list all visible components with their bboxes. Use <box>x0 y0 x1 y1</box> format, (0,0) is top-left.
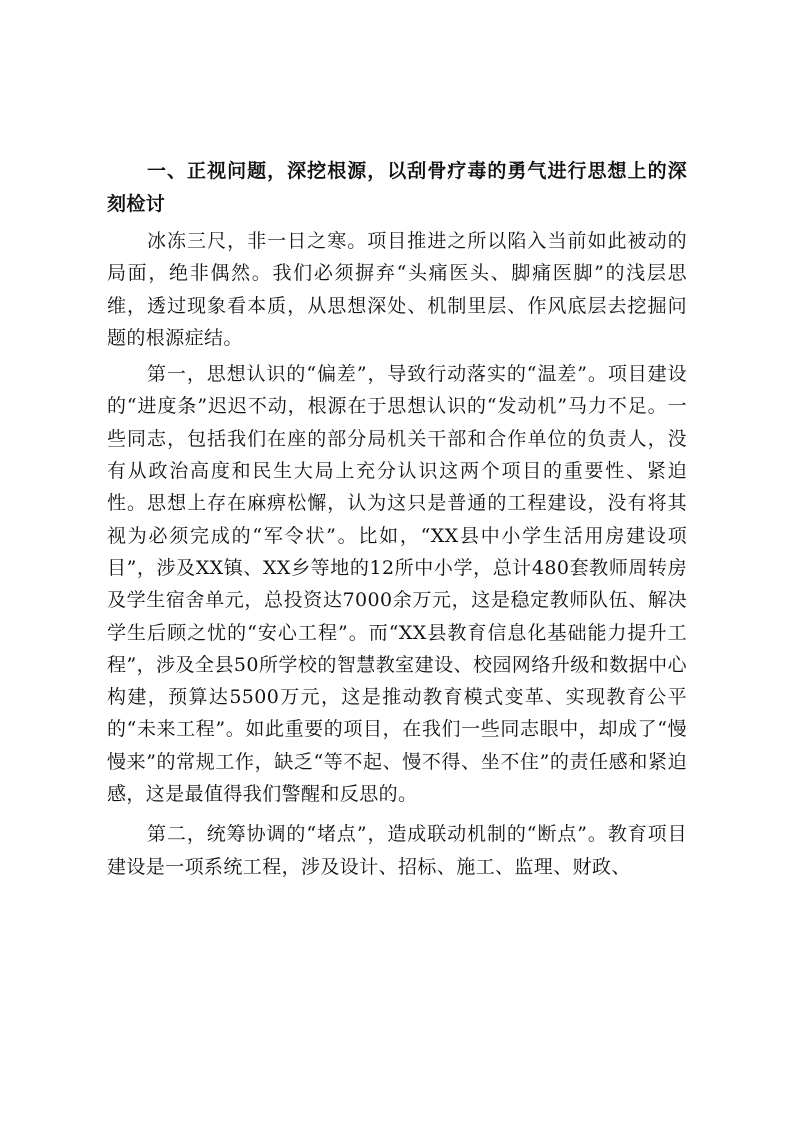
paragraph-second-point: 第二，统筹协调的“堵点”，造成联动机制的“断点”。教育项目建设是一项系统工程，涉及设计、招标、施工、监理、财政、 <box>107 823 687 878</box>
section-heading: 一、正视问题，深挖根源，以刮骨疗毒的勇气进行思想上的深刻检讨 <box>107 160 687 215</box>
document-body <box>107 155 687 883</box>
paragraph-root-cause-intro: 冰冻三尺，非一日之寒。项目推进之所以陷入当前如此被动的局面，绝非偶然。我们必须摒弃“头痛医头、脚痛医脚”的浅层思维，透过现象看本质，从思想深处、机制里层、作风底层去挖掘问题的根源症结。 <box>107 230 687 349</box>
paragraph-first-point: 第一，思想认识的“偏差”，导致行动落实的“温差”。项目建设的“进度条”迟迟不动，根源在于思想认识的“发动机”马力不足。一些同志，包括我们在座的部分局机关干部和合作单位的负责人，没有从政治高度和民生大局上充分认识这两个项目的重要性、紧迫性。思想上存在麻痹松懈，认为这只是普通的工程建设，没有将其视为必须完成的“军令状”。比如，“XX县中小学生活用房建设项目”，涉及XX镇、XX乡等地的12所中小学，总计480套教师周转房及学生宿舍单元，总投资达7000余万元，这是稳定教师队伍、解决学生后顾之忧的“安心工程”。而“XX县教育信息化基础能力提升工程”，涉及全县50所学校的智慧教室建设、校园网络升级和数据中心构建，预算达5500万元，这是推动教育模式变革、实现教育公平的“未来工程”。如此重要的项目，在我们一些同志眼中，却成了“慢慢来”的常规工作，缺乏“等不起、慢不得、坐不住”的责任感和紧迫感，这是最值得我们警醒和反思的。 <box>107 363 687 806</box>
